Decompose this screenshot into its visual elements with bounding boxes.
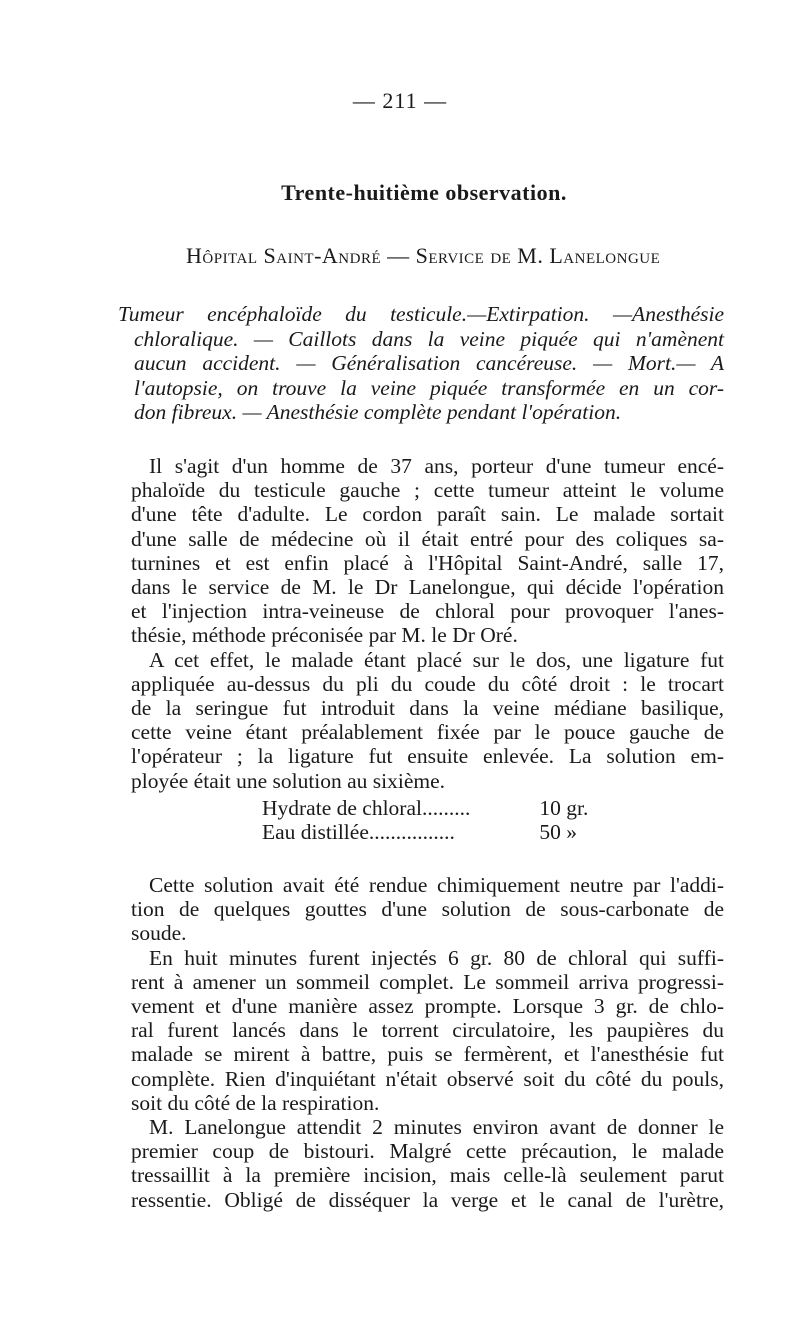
text-line: l'opérateur ; la ligature fut ensuite enlevée. La solution em- [131,744,724,769]
text-line: Il s'agit d'un homme de 37 ans, porteur d'une tumeur encé- [149,454,724,478]
text-line: cette veine étant préalablement fixée par le pouce gauche de [131,720,724,745]
formula-quantity: 50 » [539,820,577,844]
text-line: phaloïde du testicule gauche ; cette tumeur atteint le volume [131,478,724,503]
formula-ingredient: Hydrate de chloral......... [262,796,471,820]
text-line: turnines et est enfin placé à l'Hôpital Saint-André, salle 17, [131,550,724,575]
formula-row [262,796,588,820]
text-line: rent à amener un sommeil complet. Le sommeil arriva progressi- [131,969,724,994]
text-line: malade se mirent à battre, puis se fermèrent, et l'anesthésie fut [131,1042,724,1067]
text-line: En huit minutes furent injectés 6 gr. 80 de chloral qui suffi- [149,945,724,970]
text-line: de la seringue fut introduit dans la veine médiane basilique, [131,696,724,721]
summary-line: l'autopsie, on trouve la veine piquée transformée en un cor- [134,375,724,400]
summary-line: don fibreux. — Anesthésie complète pendant l'opération. [134,400,622,424]
page-number: — 211 — [352,88,448,113]
summary-line: chloralique. — Caillots dans la veine piquée qui n'amènent [134,326,724,351]
observation-title: Trente-huitième observation. [281,180,567,205]
formula-quantity: 10 gr. [539,796,589,820]
text-line: soit du côté de la respiration. [131,1090,380,1115]
text-line: et l'injection intra-veineuse de chloral pour provoquer l'anes- [131,599,724,624]
text-line: thésie, méthode préconisée par M. le Dr Oré. [131,623,518,648]
chloral-formula [262,796,588,844]
hospital-service-line: Hôpital Saint-André — Service de M. Lanelongue [186,243,661,268]
text-line: M. Lanelongue attendit 2 minutes environ avant de donner le [149,1115,724,1140]
formula-row [262,820,588,844]
text-line: soude. [131,921,187,946]
text-line: dans le service de M. le Dr Lanelongue, qui décide l'opération [131,575,724,600]
paragraph-2 [131,873,724,1212]
text-line: ressentie. Obligé de disséquer la verge et le canal de l'urètre, [131,1187,724,1212]
text-line: d'une tête d'adulte. Le cordon paraît sain. Le malade sortait [131,502,724,527]
text-line: tressaillit à la première incision, mais celle-là seulement parut [131,1163,724,1188]
case-summary [118,302,724,425]
summary-line: Tumeur encéphaloïde du testicule.—Extirpation. —Anesthésie [118,302,724,326]
text-line: A cet effet, le malade étant placé sur le dos, une ligature fut [149,647,724,672]
formula-ingredient: Eau distillée................ [262,820,455,844]
text-line: vement et d'une manière assez prompte. Lorsque 3 gr. de chlo- [131,994,724,1019]
text-line: appliquée au-dessus du pli du coude du côté droit : le trocart [131,671,724,696]
summary-line: aucun accident. — Généralisation cancéreuse. — Mort.— A [134,351,724,375]
text-line: tion de quelques gouttes d'une solution de sous-carbonate de [131,897,724,922]
text-line: complète. Rien d'inquiétant n'était observé soit du côté du pouls, [131,1066,724,1091]
text-line: ral furent lancés dans le torrent circulatoire, les paupières du [131,1018,724,1043]
paragraph-1 [131,454,724,793]
text-line: Cette solution avait été rendue chimiquement neutre par l'addi- [149,873,724,897]
text-line: d'une salle de médecine où il était entré pour des coliques sa- [131,526,724,551]
text-line: ployée était une solution au sixième. [131,768,446,793]
text-line: premier coup de bistouri. Malgré cette précaution, le malade [131,1139,724,1164]
